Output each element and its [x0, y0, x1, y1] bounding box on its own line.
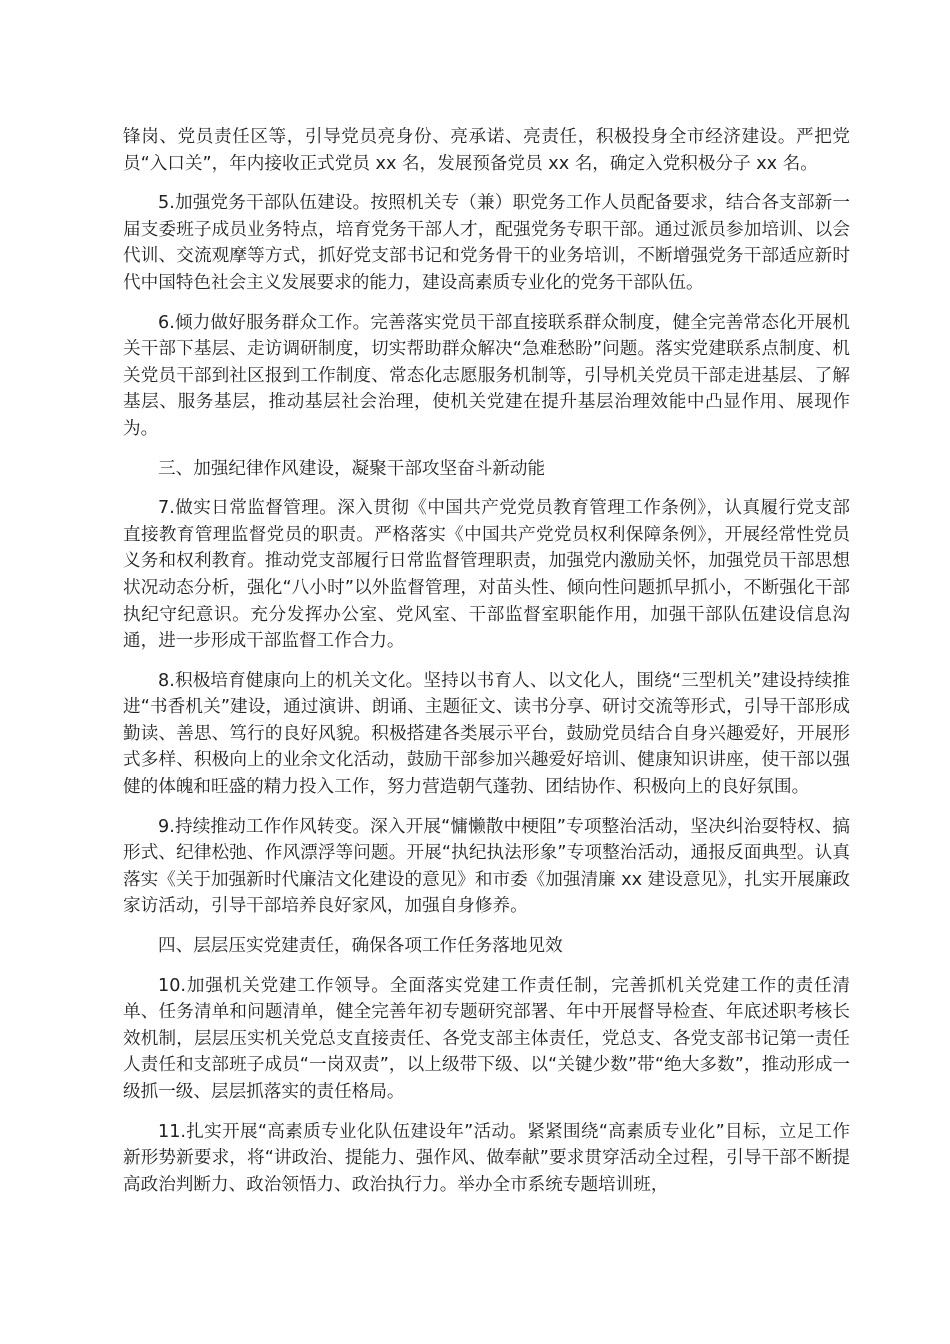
section-heading-3: 三、加强纪律作风建设，凝聚干部攻坚奋斗新动能 [158, 458, 546, 479]
document-page [123, 124, 850, 1211]
paragraph-item-11: 11.扎实开展“高素质专业化队伍建设年”活动。紧紧围绕“高素质专业化”目标，立足工作新形势新要求，将“讲政治、提能力、强作风、做奉献”要求贯穿活动全过程，引导干部不断提高政治判断力、政治领悟力、政治执行力。举办全市系统专题培训班， [123, 1121, 850, 1195]
paragraph-item-7: 7.做实日常监督管理。深入贯彻《中国共产党党员教育管理工作条例》，认真履行党支部直接教育管理监督党员的职责。严格落实《中国共产党党员权利保障条例》，开展经常性党员义务和权利教育。推动党支部履行日常监督管理职责，加强党内激励关怀，加强党员干部思想状况动态分析，强化“八小时”以外监督管理，对苗头性、倾向性问题抓早抓小，不断强化干部执纪守纪意识。充分发挥办公室、党风室、干部监督室职能作用，加强干部队伍建设信息沟通，进一步形成干部监督工作合力。 [123, 498, 850, 652]
section-heading-4: 四、层层压实党建责任，确保各项工作任务落地见效 [158, 936, 563, 957]
paragraph-item-6: 6.倾力做好服务群众工作。完善落实党员干部直接联系群众制度，健全完善常态化开展机关干部下基层、走访调研制度，切实帮助群众解决“急难愁盼”问题。落实党建联系点制度、机关党员干部到社区报到工作制度、常态化志愿服务机制等，引导机关党员干部走进基层、了解基层、服务基层，推动基层社会治理，使机关党建在提升基层治理效能中凸显作用、展现作为。 [123, 312, 850, 439]
paragraph-item-9: 9.持续推动工作作风转变。深入开展“慵懒散中梗阻”专项整治活动，坚决纠治耍特权、搞形式、纪律松弛、作风漂浮等问题。开展“执纪执法形象”专项整治活动，通报反面典型。认真落实《关于加强新时代廉洁文化建设的意见》和市委《加强清廉 xx 建设意见》，扎实开展廉政家访活动，引导干部培养良好家风，加强自身修养。 [123, 816, 850, 917]
paragraph-continuation: 锋岗、党员责任区等，引导党员亮身份、亮承诺、亮责任，积极投身全市经济建设。严把党员“入口关”，年内接收正式党员 xx 名，发展预备党员 xx 名，确定入党积极分子 xx 名。 [123, 127, 850, 174]
paragraph-item-10: 10.加强机关党建工作领导。全面落实党建工作责任制，完善抓机关党建工作的责任清单、任务清单和问题清单，健全完善年初专题研究部署、年中开展督导检查、年底述职考核长效机制，层层压实机关党总支直接责任、各党支部主体责任，党总支、各党支部书记第一责任人责任和支部班子成员“一岗双责”，以上级带下级、以“关键少数”带“绝大多数”，推动形成一级抓一级、层层抓落实的责任格局。 [123, 975, 850, 1102]
paragraph-item-8: 8.积极培育健康向上的机关文化。坚持以书育人、以文化人，围绕“三型机关”建设持续推进“书香机关”建设，通过演讲、朗诵、主题征文、读书分享、研讨交流等形式，引导干部形成勤读、善思、笃行的良好风貌。积极搭建各类展示平台，鼓励党员结合自身兴趣爱好，开展形式多样、积极向上的业余文化活动，鼓励干部参加兴趣爱好培训、健康知识讲座，使干部以强健的体魄和旺盛的精力投入工作，努力营造朝气蓬勃、团结协作、积极向上的良好氛围。 [123, 670, 850, 798]
paragraph-item-5: 5.加强党务干部队伍建设。按照机关专（兼）职党务工作人员配备要求，结合各支部新一届支委班子成员业务特点，培育党务干部人才，配强党务专职干部。通过派员参加培训、以会代训、交流观摩等方式，抓好党支部书记和党务骨干的业务培训，不断增强党务干部适应新时代中国特色社会主义发展要求的能力，建设高素质专业化的党务干部队伍。 [123, 193, 850, 293]
